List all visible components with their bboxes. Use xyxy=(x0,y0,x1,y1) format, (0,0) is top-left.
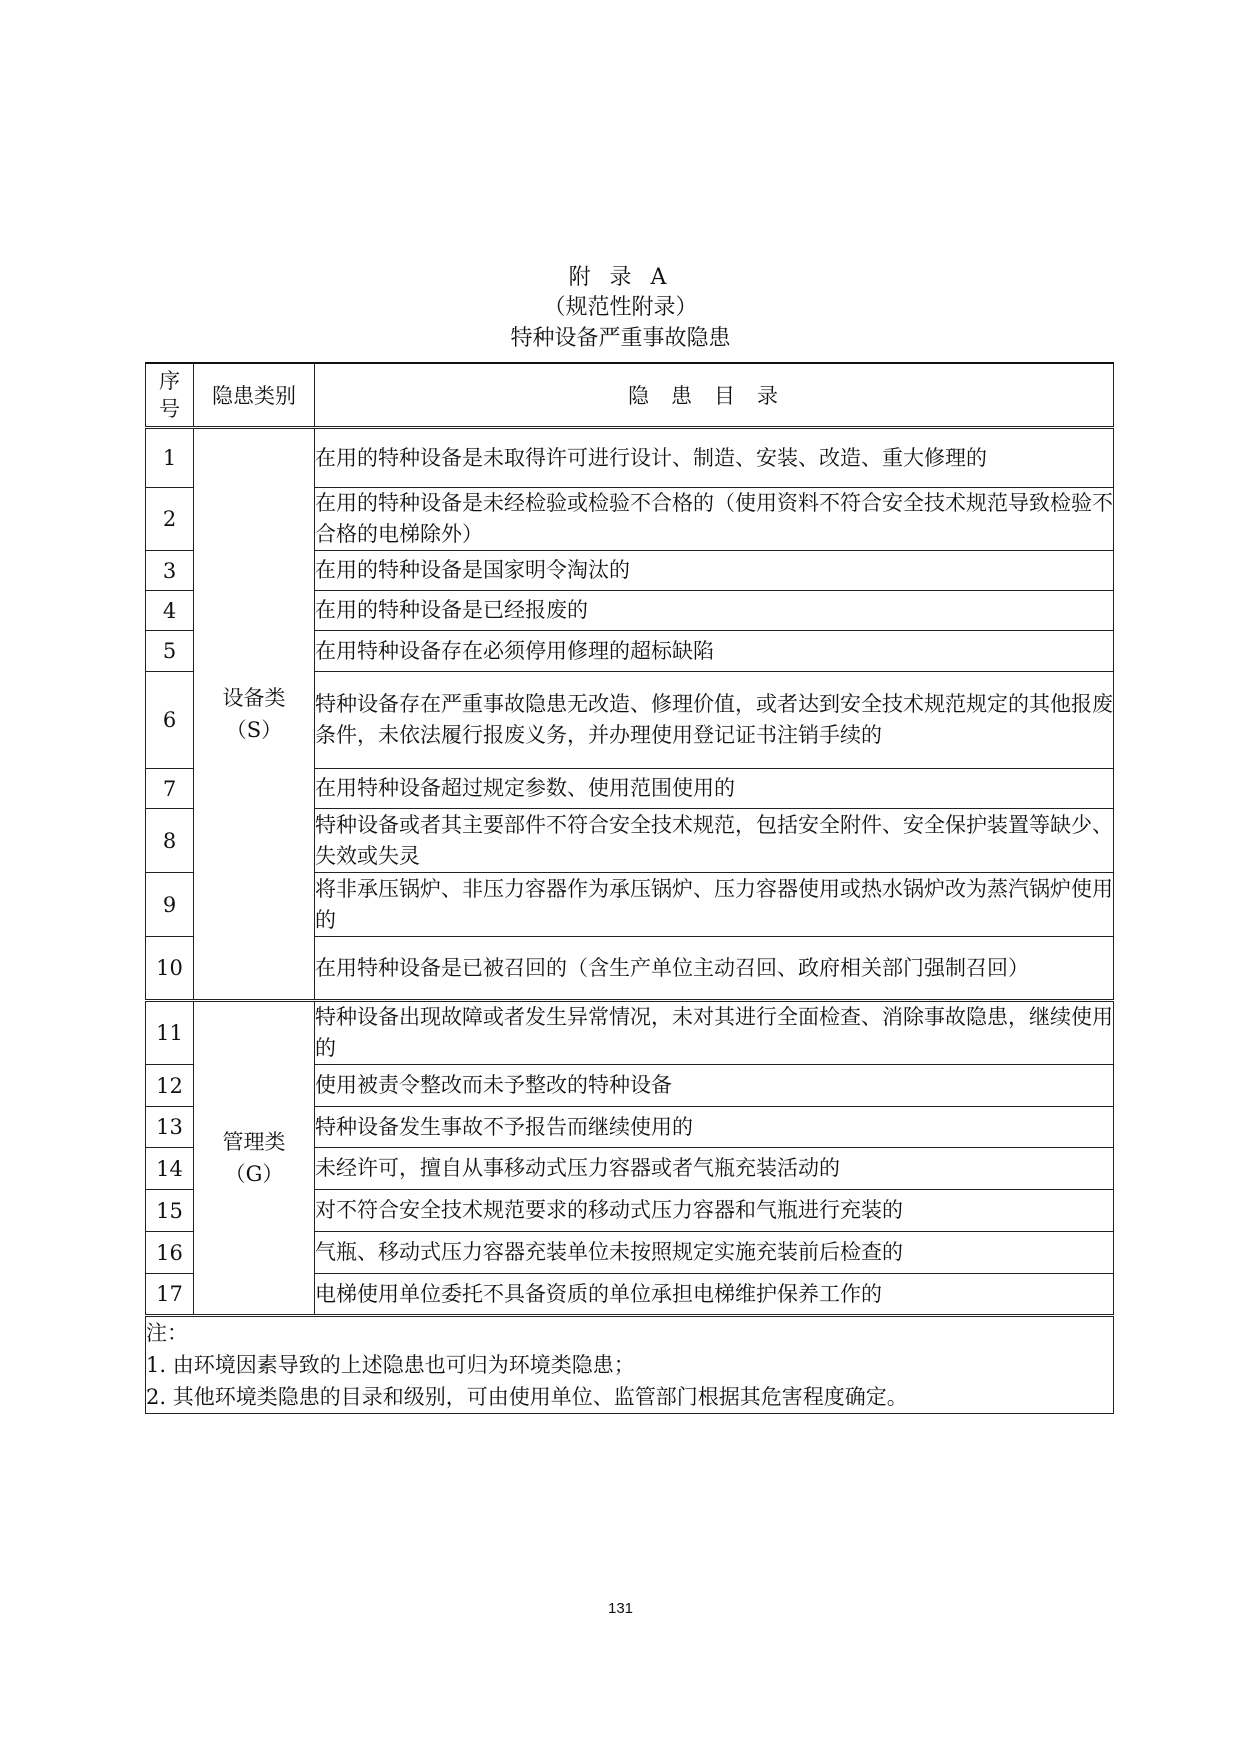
row-number: 14 xyxy=(146,1148,194,1190)
row-description: 特种设备或者其主要部件不符合安全技术规范，包括安全附件、安全保护装置等缺少、失效或失灵 xyxy=(315,809,1114,873)
category-code: （G） xyxy=(224,1162,284,1186)
row-description: 特种设备发生事故不予报告而继续使用的 xyxy=(315,1107,1114,1148)
row-number: 15 xyxy=(146,1190,194,1232)
row-number: 1 xyxy=(146,428,194,488)
category-name: 设备类 xyxy=(222,686,286,710)
row-description: 在用特种设备存在必须停用修理的超标缺陷 xyxy=(315,631,1114,672)
table-title: 特种设备严重事故隐患 xyxy=(510,326,731,351)
page-number: 131 xyxy=(607,1600,634,1617)
row-description: 特种设备存在严重事故隐患无改造、修理价值，或者达到安全技术规范规定的其他报废条件，未依法履行报废义务，并办理使用登记证书注销手续的 xyxy=(315,672,1114,769)
header-catalog: 隐患目录 xyxy=(315,363,1114,428)
appendix-label: 附 录 A xyxy=(568,265,673,290)
row-number: 9 xyxy=(146,873,194,937)
header-serial-line1: 序 xyxy=(159,369,180,393)
row-description: 特种设备出现故障或者发生异常情况，未对其进行全面检查、消除事故隐患，继续使用的 xyxy=(315,1001,1114,1065)
category-code: （S） xyxy=(225,718,283,742)
header-category: 隐患类别 xyxy=(194,363,315,428)
row-description: 未经许可，擅自从事移动式压力容器或者气瓶充装活动的 xyxy=(315,1148,1114,1190)
header-serial xyxy=(146,363,194,428)
table-header-row xyxy=(146,363,1114,428)
row-description: 对不符合安全技术规范要求的移动式压力容器和气瓶进行充装的 xyxy=(315,1190,1114,1232)
row-number: 16 xyxy=(146,1232,194,1274)
row-number: 17 xyxy=(146,1274,194,1316)
header-serial-line2: 号 xyxy=(159,397,180,421)
notes-label: 注： xyxy=(146,1321,188,1345)
table-row xyxy=(146,1001,1114,1065)
category-name: 管理类 xyxy=(222,1130,286,1154)
row-number: 8 xyxy=(146,809,194,873)
row-number: 12 xyxy=(146,1065,194,1107)
table-row xyxy=(146,428,1114,488)
row-description: 在用的特种设备是未取得许可进行设计、制造、安装、改造、重大修理的 xyxy=(315,428,1114,488)
row-description: 在用的特种设备是未经检验或检验不合格的（使用资料不符合安全技术规范导致检验不合格的电梯除外） xyxy=(315,488,1114,551)
appendix-type: （规范性附录） xyxy=(543,295,698,320)
notes-cell xyxy=(146,1316,1114,1414)
row-number: 13 xyxy=(146,1107,194,1148)
hazard-table xyxy=(145,362,1114,1414)
note-item: 2. 其他环境类隐患的目录和级别，可由使用单位、监管部门根据其危害程度确定。 xyxy=(146,1385,908,1409)
row-description: 在用的特种设备是国家明令淘汰的 xyxy=(315,551,1114,591)
note-item: 1. 由环境因素导致的上述隐患也可归为环境类隐患； xyxy=(146,1353,635,1377)
row-description: 在用的特种设备是已经报废的 xyxy=(315,591,1114,631)
row-number: 6 xyxy=(146,672,194,769)
row-number: 11 xyxy=(146,1001,194,1065)
row-description: 在用特种设备超过规定参数、使用范围使用的 xyxy=(315,769,1114,809)
row-number: 2 xyxy=(146,488,194,551)
row-description: 将非承压锅炉、非压力容器作为承压锅炉、压力容器使用或热水锅炉改为蒸汽锅炉使用的 xyxy=(315,873,1114,937)
row-description: 气瓶、移动式压力容器充装单位未按照规定实施充装前后检查的 xyxy=(315,1232,1114,1274)
category-management xyxy=(194,1001,315,1316)
row-number: 3 xyxy=(146,551,194,591)
row-description: 在用特种设备是已被召回的（含生产单位主动召回、政府相关部门强制召回） xyxy=(315,937,1114,1001)
row-number: 7 xyxy=(146,769,194,809)
row-number: 10 xyxy=(146,937,194,1001)
row-number: 4 xyxy=(146,591,194,631)
row-number: 5 xyxy=(146,631,194,672)
notes-row xyxy=(146,1316,1114,1414)
row-description: 使用被责令整改而未予整改的特种设备 xyxy=(315,1065,1114,1107)
category-equipment xyxy=(194,428,315,1001)
row-description: 电梯使用单位委托不具备资质的单位承担电梯维护保养工作的 xyxy=(315,1274,1114,1316)
